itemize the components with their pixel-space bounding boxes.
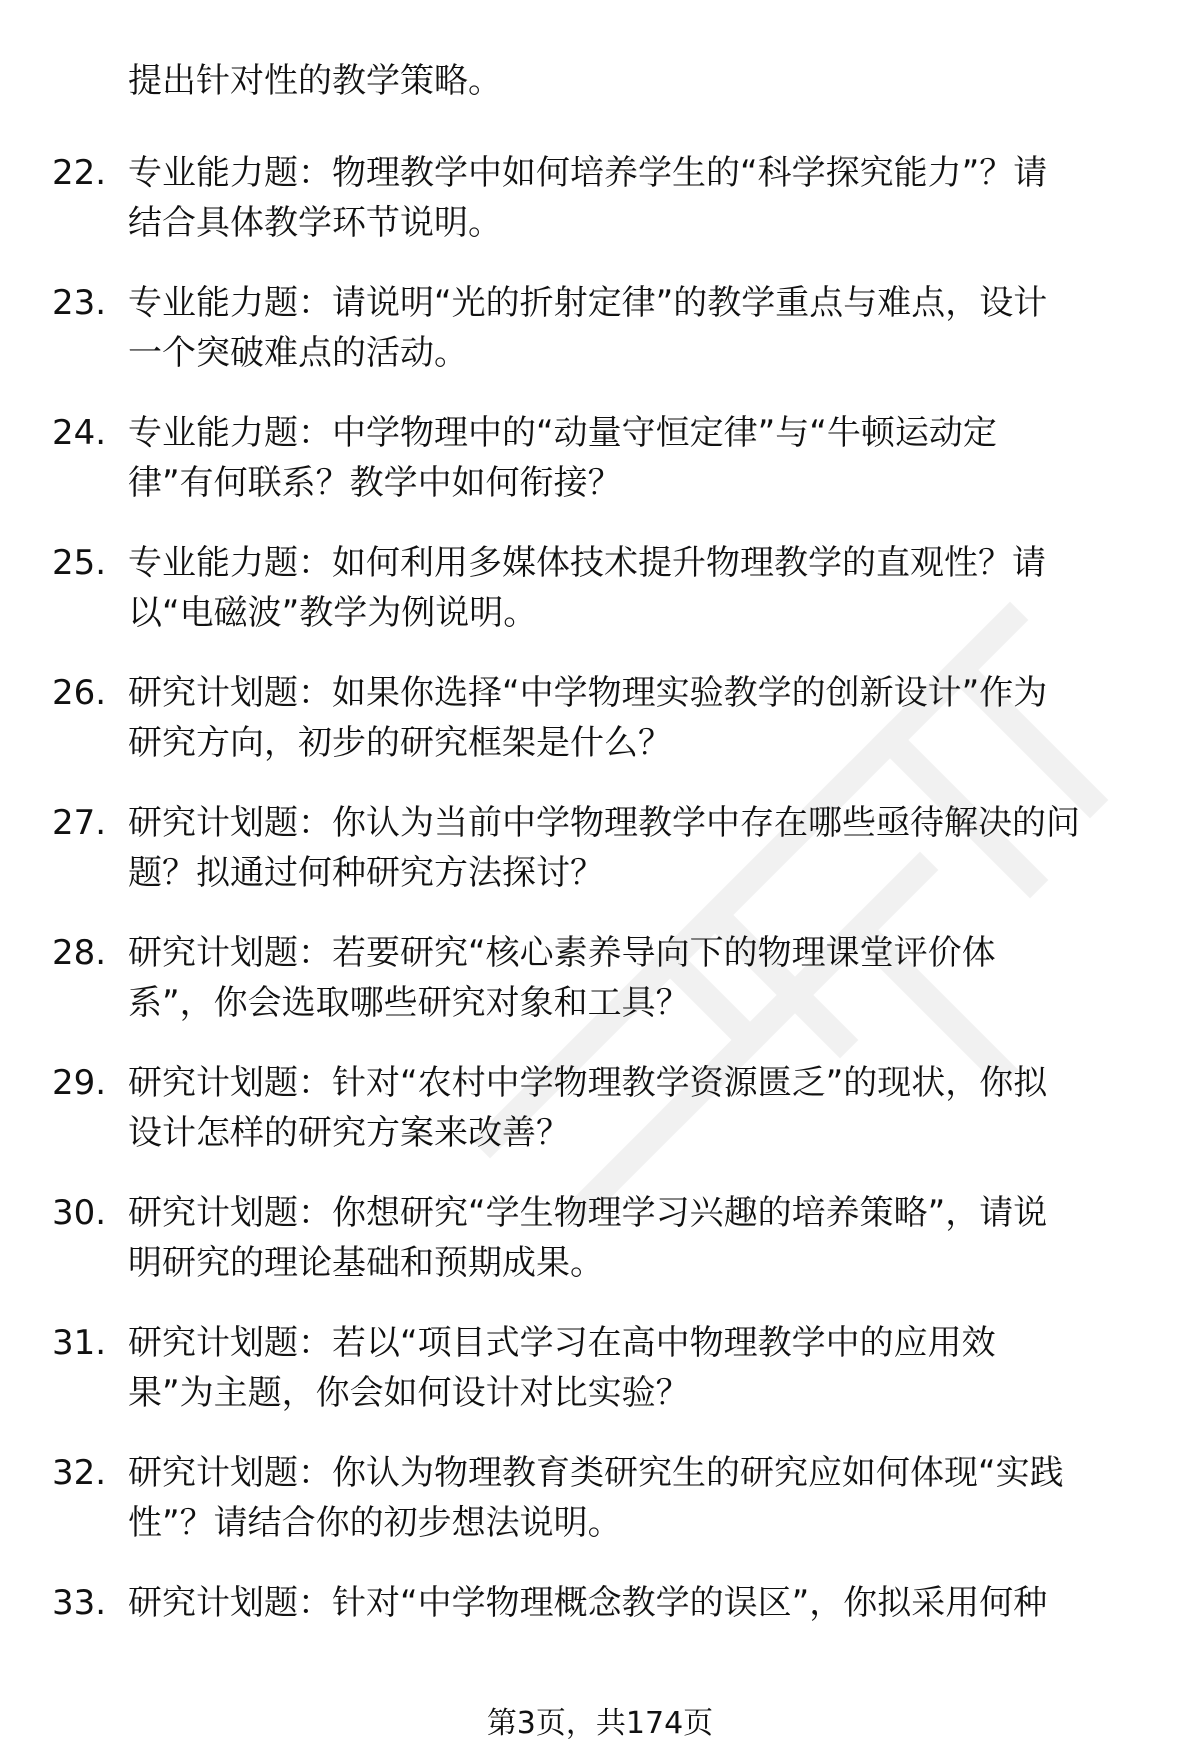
question-number: 24.: [52, 413, 107, 453]
question-text: [128, 1578, 1142, 1628]
question-line: 专业能力题：请说明“光的折射定律”的教学重点与难点，设计: [128, 283, 1048, 323]
question-text: [128, 668, 1142, 768]
question-line: 研究计划题：若以“项目式学习在高中物理教学中的应用效: [128, 1323, 996, 1363]
question-text: [128, 148, 1142, 248]
question-28: [52, 928, 1142, 1028]
question-line: 结合具体教学环节说明。: [128, 203, 502, 243]
question-number: 27.: [52, 803, 107, 843]
question-number: 28.: [52, 933, 107, 973]
question-number: 31.: [52, 1323, 107, 1363]
question-line: 研究计划题：若要研究“核心素养导向下的物理课堂评价体: [128, 933, 996, 973]
question-30: [52, 1188, 1142, 1288]
question-line: 研究计划题：针对“中学物理概念教学的误区”，你拟采用何种: [128, 1583, 1048, 1623]
question-25: [52, 538, 1142, 638]
question-line: 律”有何联系？教学中如何衔接？: [128, 463, 622, 503]
question-line: 研究计划题：你认为当前中学物理教学中存在哪些亟待解决的问: [128, 803, 1080, 843]
question-22: [52, 148, 1142, 248]
question-line: 研究计划题：你想研究“学生物理学习兴趣的培养策略”，请说: [128, 1193, 1048, 1233]
question-text: [128, 928, 1142, 1028]
question-29: [52, 1058, 1142, 1158]
question-text: [128, 1188, 1142, 1288]
question-line: 专业能力题：物理教学中如何培养学生的“科学探究能力”？请: [128, 153, 1048, 193]
question-number: 26.: [52, 673, 107, 713]
lead-line: 提出针对性的教学策略。: [128, 61, 502, 101]
question-31: [52, 1318, 1142, 1418]
question-text: [128, 798, 1142, 898]
question-number: 33.: [52, 1583, 107, 1623]
question-23: [52, 278, 1142, 378]
question-line: 研究计划题：你认为物理教育类研究生的研究应如何体现“实践: [128, 1453, 1064, 1493]
question-line: 设计怎样的研究方案来改善？: [128, 1113, 570, 1153]
question-26: [52, 668, 1142, 768]
question-line: 研究方向，初步的研究框架是什么？: [128, 723, 672, 763]
question-line: 果”为主题，你会如何设计对比实验？: [128, 1373, 690, 1413]
question-27: [52, 798, 1142, 898]
question-text: [128, 1058, 1142, 1158]
question-number: 32.: [52, 1453, 107, 1493]
question-line: 一个突破难点的活动。: [128, 333, 468, 373]
question-text: [128, 1318, 1142, 1418]
question-text: [128, 408, 1142, 508]
question-24: [52, 408, 1142, 508]
question-line: 系”，你会选取哪些研究对象和工具？: [128, 983, 690, 1023]
question-line: 以“电磁波”教学为例说明。: [128, 593, 538, 633]
question-number: 29.: [52, 1063, 107, 1103]
page-footer: 第3页，共174页: [486, 1706, 714, 1741]
question-line: 专业能力题：如何利用多媒体技术提升物理教学的直观性？请: [128, 543, 1046, 583]
question-line: 研究计划题：针对“农村中学物理教学资源匮乏”的现状，你拟: [128, 1063, 1048, 1103]
question-line: 专业能力题：中学物理中的“动量守恒定律”与“牛顿运动定: [128, 413, 997, 453]
question-text: [128, 538, 1142, 638]
question-line: 题？拟通过何种研究方法探讨？: [128, 853, 604, 893]
question-text: [128, 1448, 1142, 1548]
question-text: [128, 278, 1142, 378]
question-line: 性”？请结合你的初步想法说明。: [128, 1503, 622, 1543]
question-number: 30.: [52, 1193, 107, 1233]
question-number: 22.: [52, 153, 107, 193]
question-number: 25.: [52, 543, 107, 583]
question-line: 研究计划题：如果你选择“中学物理实验教学的创新设计”作为: [128, 673, 1048, 713]
question-32: [52, 1448, 1142, 1548]
question-line: 明研究的理论基础和预期成果。: [128, 1243, 604, 1283]
question-number: 23.: [52, 283, 107, 323]
question-33: [52, 1578, 1142, 1628]
